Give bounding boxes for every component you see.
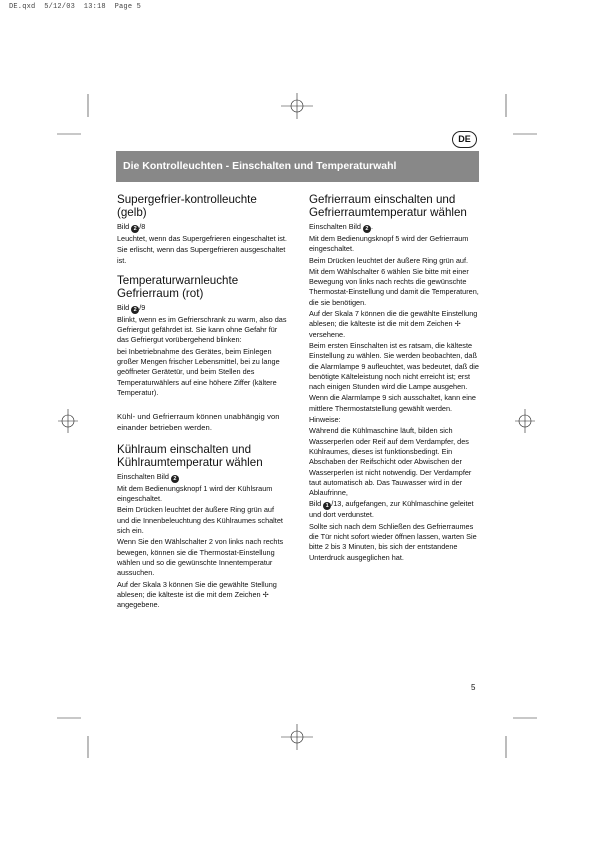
paragraph: Mit dem Wählschalter 6 wählen Sie bitte mit einer Bewegung von links nach rechts die gewünschte Thermostat-Einstellung und damit die Temperaturen, die sie benötigen. <box>309 266 479 307</box>
figure-reference: Einschalten Bild 2 <box>117 472 287 483</box>
paragraph: Wenn Sie den Wählschalter 2 von links nach rechts bewegen, können sie die Thermostat-Einstellung wählen und so die gewünschte Innentemperatur aussuchen. <box>117 537 284 578</box>
figure-number-icon: 2 <box>131 306 139 314</box>
paragraph: Während die Kühlmaschine läuft, bilden sich Wasserperlen oder Reif auf dem Verdampfer, des Kühlraumes, dieses ist funktionsbedingt. Ein Abschaben der Reifschicht oder Abwischen der Wasserperlen ist nicht notwendig. Der Verdampfer taut automatisch ab. Das Tauwasser wird in der Ablaufrinne, <box>309 426 472 498</box>
kuehlraum-heading: Kühlraum einschalten und Kühlraumtemperatur wählen <box>117 442 263 469</box>
paragraph: Mit dem Bedienungsknopf 1 wird der Kühlsraum eingeschaltet. <box>117 483 273 504</box>
figure-number-icon: 2 <box>363 225 371 233</box>
hinweise-label: Hinweise: <box>309 415 341 425</box>
figure-reference: Bild 2 /9 <box>117 302 146 313</box>
figure-reference: Einschalten Bild 2 . <box>309 222 373 232</box>
paragraph: Blinkt, wenn es im Gefrierschrank zu warm, also das Gefriergut gefährdet ist. Sie kann ohne Gefahr für das Gefriergut vorübergehend blinken: <box>117 314 287 345</box>
figure-number-icon: 2 <box>171 475 179 483</box>
paragraph: Beim Drücken leuchtet der äußere Ring grün auf. <box>309 255 468 265</box>
paragraph: Auf der Skala 3 können Sie die gewählte Stellung ablesen; die kälteste ist die mit dem Zeichen ✢ angegebene. <box>117 579 277 610</box>
section-banner: Die Kontrolleuchten - Einschalten und Temperaturwahl <box>116 151 479 182</box>
gefrierraum-heading: Gefrierraum einschalten und Gefrierraumtemperatur wählen <box>309 193 467 219</box>
paragraph: Auf der Skala 7 können die die gewählte Einstellung ablesen; die kälteste ist die mit dem Zeichen ✢ versehene. <box>309 309 478 339</box>
temperaturwarnleuchte-heading: Temperaturwarnleuchte Gefrierraum (rot) <box>117 273 239 300</box>
paragraph: Mit dem Bedienungsknopf 5 wird der Gefrierraum eingeschaltet. <box>309 234 469 254</box>
note-paragraph: Kühl- und Gefrierraum können unabhängig von einander betrieben werden. <box>117 412 280 432</box>
left-column <box>117 193 287 611</box>
paragraph: Beim Drücken leuchtet der äußere Ring grün auf und die Innenbeleuchtung des Kühlraumes schaltet sich ein. <box>117 505 283 536</box>
paragraph: Sollte sich nach dem Schließen des Gefrierraumes die Tür nicht sofort wieder öffnen lassen, warten Sie bitte 2 bis 3 Minuten, bis sich der entstandene Unterdruck ausgeglichen hat. <box>309 521 477 562</box>
right-column <box>309 193 481 564</box>
paragraph: bei Inbetriebnahme des Gerätes, beim Einlegen großer Mengen frischer Lebensmittel, bei zu lange geöffneter Gerätetür, und beim Stellen des Temperaturwählers auf eine höhere Ziffer (kältere Temperatur). <box>117 346 280 397</box>
figure-number-icon: 1 <box>323 502 331 510</box>
paragraph: Leuchtet, wenn das Supergefrieren eingeschaltet ist. <box>117 234 287 243</box>
paragraph: Beim ersten Einschalten ist es ratsam, die kälteste Einstellung zu wählen. Sie werden beobachten, daß die Alarmlampe 9 aufleuchtet, was bedeutet, daß die benötigte Kälteleistung noch nicht erreicht ist; erst nach einigen Stunden wird die Lampe ausgehen. <box>309 340 479 392</box>
figure-reference: Bild 1 /13, aufgefangen, zur Kühlmaschine geleitet und dort verdunstet. <box>309 499 474 520</box>
figure-number-icon: 2 <box>131 225 139 233</box>
page-number: 5 <box>471 683 476 692</box>
paragraph: Wenn die Alarmlampe 9 sich ausschaltet, kann eine mittlere Thermostatstellung gewählt werden. <box>309 393 476 413</box>
language-badge: DE <box>452 131 477 148</box>
print-slug: DE.qxd 5/12/03 13:18 Page 5 <box>9 3 142 11</box>
supergefrier-heading: Supergefrier-kontrolleuchte (gelb) <box>117 193 257 219</box>
figure-reference: Bild 2 /8 <box>117 222 146 232</box>
paragraph: Sie erlischt, wenn das Supergefrieren ausgeschaltet ist. <box>117 245 286 265</box>
